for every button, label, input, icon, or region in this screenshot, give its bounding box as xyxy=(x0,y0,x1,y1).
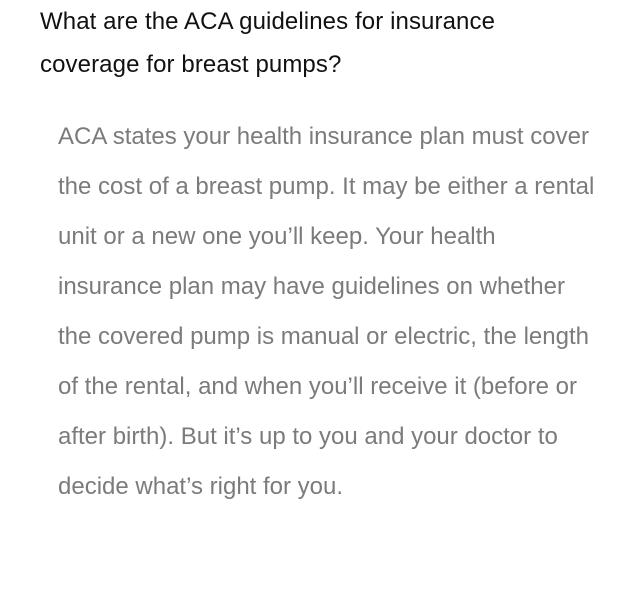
faq-answer: ACA states your health insurance plan must cover the cost of a breast pump. It may be either a rental unit or a new one you’ll keep. Your health insurance plan may have guidelines on whether the covered pump is manual or electric, the length of the rental, and when you’ll receive it (before or after birth). But it’s up to you and your doctor to decide what’s right for you. xyxy=(58,123,595,500)
faq-question: What are the ACA guidelines for insurance coverage for breast pumps? xyxy=(40,8,496,78)
